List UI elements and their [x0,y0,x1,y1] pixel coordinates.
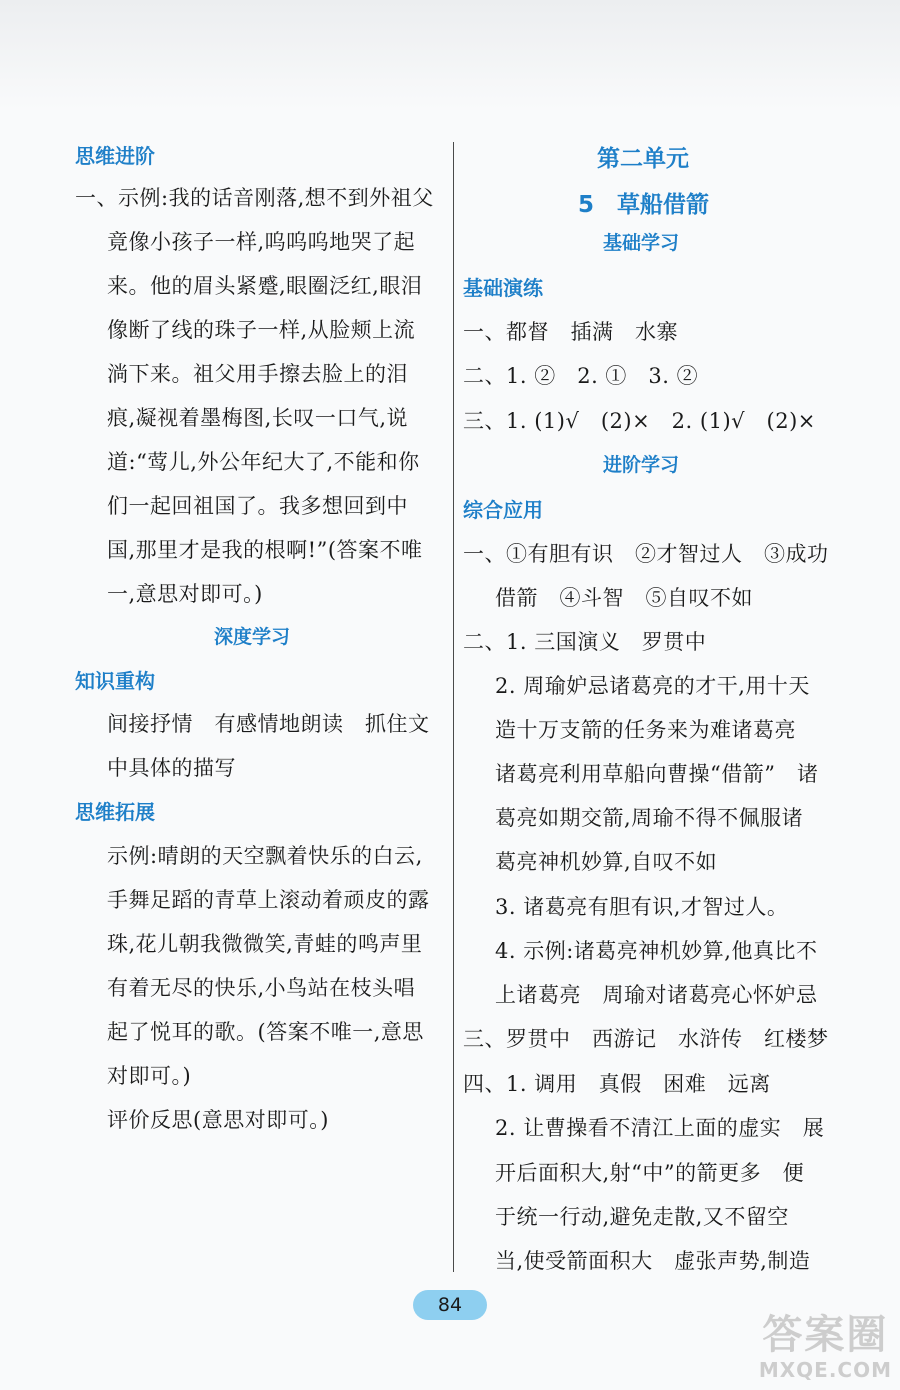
top-shade [0,0,900,110]
text-line: 4. 示例:诸葛亮神机妙算,他真比不 [495,939,818,963]
text-line: 起了悦耳的歌。(答案不唯一,意思 [107,1020,424,1044]
text-line: 淌下来。祖父用手擦去脸上的泪 [107,362,408,386]
text-line: 评价反思(意思对即可。) [107,1108,329,1132]
text-line: 三、1. (1)√ (2)× 2. (1)√ (2)× [463,409,816,433]
text-line: 开后面积大,射“中”的箭更多 便 [495,1161,805,1185]
watermark-url: MXQE.COM [758,1358,892,1382]
page-number-badge [413,1290,487,1320]
text-line: 于统一行动,避免走散,又不留空 [495,1205,789,1229]
watermark-logo [759,1312,892,1382]
text-line: 2. 周瑜妒忌诸葛亮的才干,用十天 [495,674,810,698]
text-line: 间接抒情 有感情地朗读 抓住文 [107,712,430,736]
text-line: 三、罗贯中 西游记 水浒传 红楼梦 [463,1027,829,1051]
text-line: 一,意思对即可。) [107,582,263,606]
page-number: 84 [437,1294,463,1316]
text-line: 造十万支箭的任务来为难诸葛亮 [495,718,796,742]
text-line: 一、都督 插满 水寨 [463,320,678,344]
watermark-title: 答案圈 [762,1312,889,1358]
text-line: 痕,凝视着墨梅图,长叹一口气,说 [107,406,409,430]
text-line: 国,那里才是我的根啊!”(答案不唯 [107,538,423,562]
text-line: 珠,花儿朝我微微笑,青蛙的鸣声里 [107,932,423,956]
section-heading-basic-practice: 基础演练 [463,276,543,300]
unit-title: 第二单元 [597,146,689,172]
section-heading-applied: 综合应用 [463,498,543,522]
text-line: 来。他的眉头紧蹙,眼圈泛红,眼泪 [107,274,423,298]
text-line: 3. 诸葛亮有胆有识,才智过人。 [495,895,789,919]
text-line: 二、1. ② 2. ① 3. ② [463,364,699,388]
text-line: 有着无尽的快乐,小鸟站在枝头唱 [107,976,416,1000]
section-title-basic-study: 基础学习 [603,232,680,254]
text-line: 上诸葛亮 周瑜对诸葛亮心怀妒忌 [495,983,818,1007]
lesson-title: 5 草船借箭 [578,192,710,218]
text-line: 2. 让曹操看不清江上面的虚实 展 [495,1116,825,1140]
section-heading-knowledge-rebuild: 知识重构 [75,669,155,693]
section-title-advanced-study: 进阶学习 [603,454,680,476]
text-line: 二、1. 三国演义 罗贯中 [463,630,707,654]
section-title-deep-study: 深度学习 [214,626,291,648]
text-line: 像断了线的珠子一样,从脸颊上流 [107,318,416,342]
text-line: 们一起回祖国了。我多想回到中 [107,494,408,518]
text-line: 葛亮神机妙算,自叹不如 [495,850,718,874]
section-heading-thinking-expand: 思维拓展 [75,800,155,824]
text-line: 四、1. 调用 真假 困难 远离 [463,1072,771,1096]
text-line: 诸葛亮利用草船向曹操“借箭” 诸 [495,762,819,786]
text-line: 示例:晴朗的天空飘着快乐的白云, [107,844,423,868]
text-line: 借箭 ④斗智 ⑤自叹不如 [495,586,753,610]
text-line: 一、示例:我的话音刚落,想不到外祖父 [75,186,434,210]
text-line: 竟像小孩子一样,呜呜呜地哭了起 [107,230,416,254]
text-line: 一、①有胆有识 ②才智过人 ③成功 [463,542,829,566]
column-divider [453,142,454,1272]
text-line: 葛亮如期交箭,周瑜不得不佩服诸 [495,806,804,830]
text-line: 当,使受箭面积大 虚张声势,制造 [495,1249,811,1273]
text-line: 手舞足蹈的青草上滚动着顽皮的露 [107,888,430,912]
section-heading-thinking-advance: 思维进阶 [75,144,155,168]
text-line: 对即可。) [107,1064,192,1088]
text-line: 中具体的描写 [107,756,236,780]
text-line: 道:“莺儿,外公年纪大了,不能和你 [107,450,420,474]
